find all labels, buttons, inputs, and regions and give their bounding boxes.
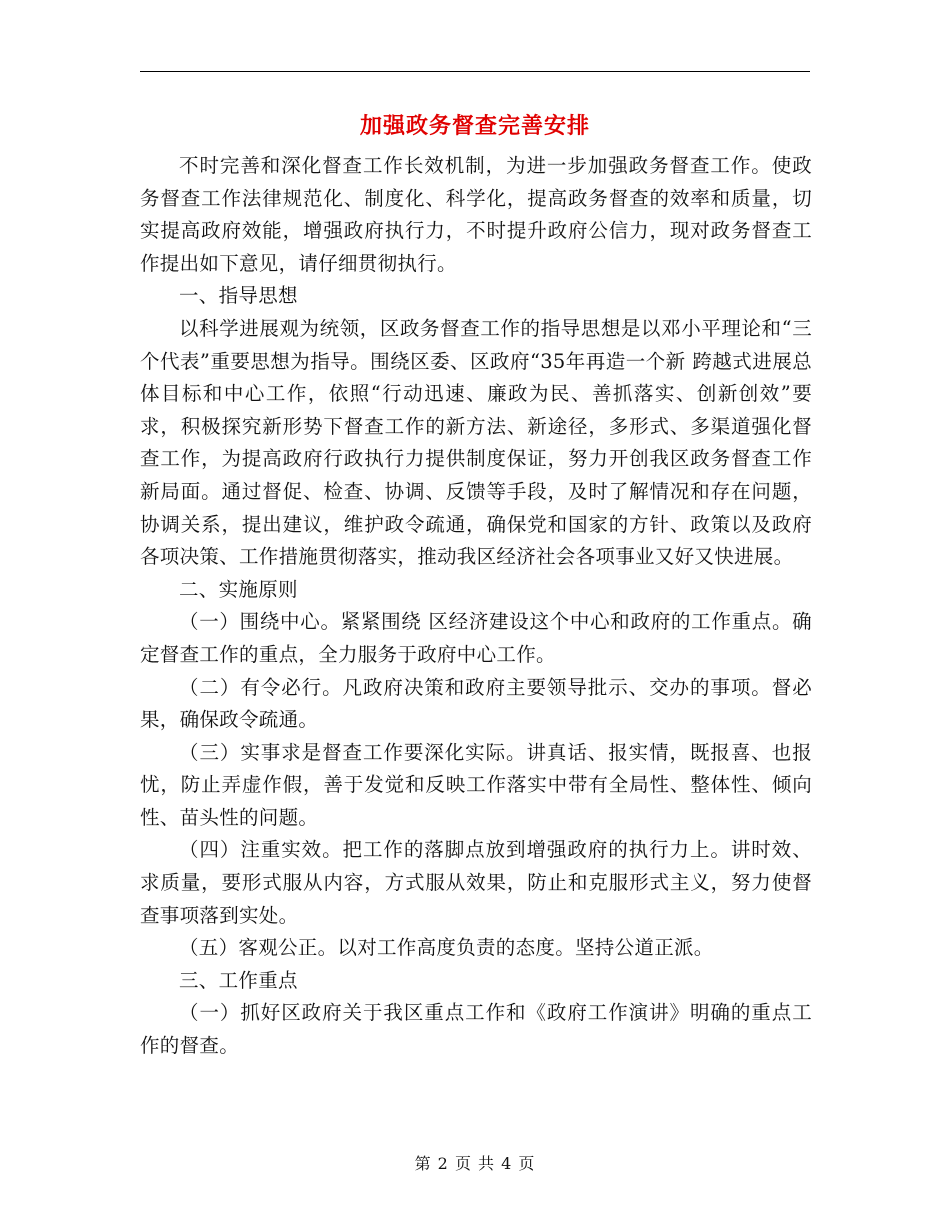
- section-heading-work-focus: 三、工作重点: [179, 968, 298, 992]
- section-heading-guiding-thought: 一、指导思想: [179, 284, 298, 308]
- paragraph-principle-1: （一）围绕中心。紧紧围绕 区经济建设这个中心和政府的工作重点。确定督查工作的重点，全力服务于政府中心工作。: [140, 610, 812, 666]
- page-footer: [0, 1152, 950, 1176]
- paragraph-principle-3: （三）实事求是督查工作要深化实际。讲真话、报实情，既报喜、也报忧，防止弄虚作假，善于发觉和反映工作落实中带有全局性、整体性、倾向性、苗头性的问题。: [140, 740, 812, 829]
- page-number-label: 第 2 页 共 4 页: [414, 1154, 536, 1173]
- header-rule: [140, 71, 810, 72]
- paragraph-intro: 不时完善和深化督查工作长效机制，为进一步加强政务督查工作。使政务督查工作法律规范化、制度化、科学化，提高政务督查的效率和质量，切实提高政府效能，增强政府执行力，不时提升政府公信力，现对政务督查工作提出如下意见，请仔细贯彻执行。: [140, 154, 812, 275]
- paragraph-principle-2: （二）有令必行。凡政府决策和政府主要领导批示、交办的事项。督必果，确保政令疏通。: [140, 675, 812, 732]
- paragraph-work-focus-1: （一）抓好区政府关于我区重点工作和《政府工作演讲》明确的重点工作的督查。: [140, 1001, 812, 1058]
- paragraph-principle-4: （四）注重实效。把工作的落脚点放到增强政府的执行力上。讲时效、求质量，要形式服从内容，方式服从效果，防止和克服形式主义，努力使督查事项落到实处。: [140, 838, 812, 927]
- section-heading-principles: 二、实施原则: [179, 577, 298, 601]
- document-body: [140, 150, 812, 1063]
- paragraph-guiding-thought: 以科学进展观为统领，区政务督查工作的指导思想是以邓小平理论和“三个代表”重要思想为指导。围绕区委、区政府“35年再造一个新 跨越式进展总体目标和中心工作，依照“行动迅速、廉政为民、善抓落实、创新创效”要求，积极探究新形势下督查工作的新方法、新途径，多形式、多渠道强化督查工作，为提高政府行政执行力提供制度保证，努力开创我区政务督查工作新局面。通过督促、检查、协调、反馈等手段，及时了解情况和存在问题，协调关系，提出建议，维护政令疏通，确保党和国家的方针、政策以及政府各项决策、工作措施贯彻落实，推动我区经济社会各项事业又好又快进展。: [140, 316, 812, 569]
- document-title: 加强政务督查完善安排: [359, 113, 590, 139]
- paragraph-principle-5: （五）客观公正。以对工作高度负责的态度。坚持公道正派。: [179, 936, 714, 960]
